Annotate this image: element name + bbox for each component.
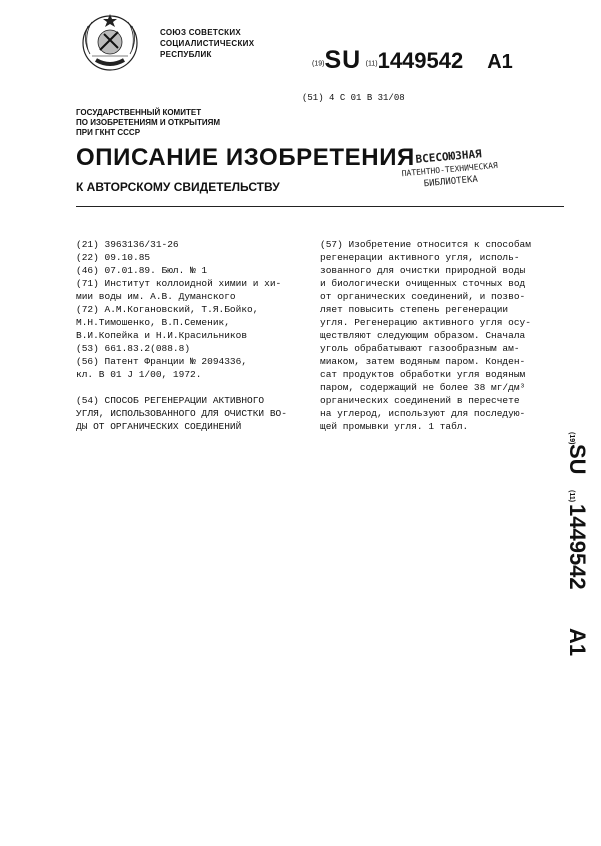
biblio-line: (53) 661.83.2(088.8) [76,343,191,354]
invention-title-line: УГЛЯ, ИСПОЛЬЗОВАННОГО ДЛЯ ОЧИСТКИ ВО- [76,408,287,419]
abstract-line: зованного для очистки природной воды [320,265,526,276]
header-divider [76,206,564,207]
side-code-19: (19) [568,432,575,445]
side-patent-number [548,432,590,672]
code-11: (11) [365,60,378,68]
state-emblem-icon [78,10,142,74]
biblio-line: мии воды им. А.В. Думанского [76,291,236,302]
invention-title-line: ДЫ ОТ ОРГАНИЧЕСКИХ СОЕДИНЕНИЙ [76,421,242,432]
abstract-line: (57) Изобретение относится к способам [320,239,531,250]
stamp-line-2: ПАТЕНТНО-ТЕХНИЧЕСКАЯ [401,160,499,179]
bibliographic-data [76,238,302,433]
committee-line-2: ПО ИЗОБРЕТЕНИЯМ И ОТКРЫТИЯМ [76,118,221,127]
document-title: ОПИСАНИЕ ИЗОБРЕТЕНИЯ [76,144,415,171]
country-line-3: РЕСПУБЛИК [160,50,212,59]
code-19: (19) [312,60,325,68]
side-kind-code: A1 [565,628,590,657]
country-line-2: СОЦИАЛИСТИЧЕСКИХ [160,39,255,48]
library-stamp [393,145,507,199]
stamp-line-3: БИБЛИОТЕКА [423,174,479,190]
ipc-value: С 01 В 31/08 [339,93,405,103]
ipc-code: (51) 4 [302,93,335,103]
abstract-line: ществляют следующим образом. Сначала [320,330,526,341]
kind-code: A1 [487,51,513,73]
abstract-line: регенерации активного угля, исполь- [320,252,520,263]
biblio-line: (56) Патент Франции № 2094336, [76,356,248,367]
abstract-line: миаком, затем водяным паром. Конден- [320,356,526,367]
biblio-line: (46) 07.01.89. Бюл. № 1 [76,265,208,276]
abstract-line: сат продуктов обработки угля водяным [320,369,526,380]
side-code-11: (11) [568,490,575,503]
biblio-line: кл. В 01 J 1/00, 1972. [76,369,202,380]
biblio-line: В.И.Копейка и Н.И.Красильников [76,330,248,341]
biblio-line: (72) А.М.Когановский, Т.Я.Бойко, [76,304,259,315]
document-subtitle: К АВТОРСКОМУ СВИДЕТЕЛЬСТВУ [76,180,280,194]
abstract-line: органических соединений в пересчете [320,395,520,406]
biblio-line: М.Н.Тимошенко, В.П.Семеник, [76,317,230,328]
stamp-line-1: ВСЕСОЮЗНАЯ [415,147,483,166]
abstract-line: уголь обрабатывают газообразным ам- [320,343,520,354]
patent-number-line [312,46,513,75]
patent-number: 1449542 [377,48,464,73]
abstract-line: от органических соединений, и позво- [320,291,526,302]
invention-title-line: (54) СПОСОБ РЕГЕНЕРАЦИИ АКТИВНОГО [76,395,265,406]
country-line-1: СОЮЗ СОВЕТСКИХ [160,28,242,37]
country-name [160,27,254,60]
side-patent-number-text: 1449542 [565,504,590,590]
country-code: SU [324,46,362,74]
abstract-line: и биологически очищенных сточных вод [320,278,526,289]
committee-block [76,108,220,138]
abstract-line: паром, содержащий не более 38 мг/дм³ [320,382,526,393]
abstract-line: щей промывки угля. 1 табл. [320,421,469,432]
abstract [320,238,556,433]
side-country-code: SU [565,444,590,475]
committee-line-1: ГОСУДАРСТВЕННЫЙ КОМИТЕТ [76,108,202,117]
abstract-line: ляет повысить степень регенерации [320,304,509,315]
committee-line-3: ПРИ ГКНТ СССР [76,128,141,137]
biblio-line: (22) 09.10.85 [76,252,151,263]
biblio-line: (21) 3963136/31-26 [76,239,179,250]
abstract-line: угля. Регенерацию активного угля осу- [320,317,531,328]
ipc-classification [302,93,405,103]
abstract-line: на углерод, используют для последую- [320,408,526,419]
biblio-line: (71) Институт коллоидной химии и хи- [76,278,282,289]
